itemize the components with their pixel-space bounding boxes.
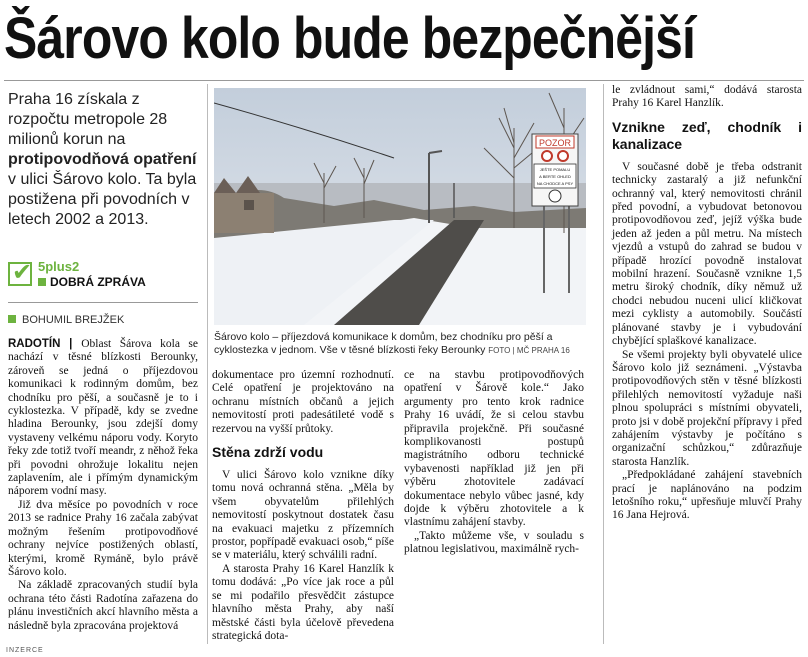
lead-text-2: v ulici Šárovo kolo. Ta byla postižena při povodních v letech 2002 a 2013. xyxy=(8,171,197,228)
article-photo xyxy=(214,88,586,325)
col1-paragraph-3: Na základě zpracovaných studií byla ochrana této části Radotína zařazena do plánu investičních akcí hlavního města a následně byla zpracována projektová xyxy=(8,579,198,632)
col4-paragraph-2: V současné době je třeba odstranit technicky zastaralý a již nefunkční ochranný val, který nemovitosti chránil před povodní, a vybudovat betonovou protipovodňovou zeď, jejíž výška bude jeden až jeden a půl metru. Na místech vjezdů a vstupů do zahrad se budou v případě hrozící povodně instalovat mobilní hrazení. Současně vznikne 1,5 metru široký chodník, díky němuž už chodci nebudou nuceni ulicí kličkovat mezi cyklisty a automobily. Součástí plánované stavby je i vybudování chybějící splaškové kanalizace. xyxy=(612,160,802,348)
dobra-zprava-badge xyxy=(8,258,198,294)
footer-label: INZERCE xyxy=(6,647,44,654)
col2-paragraph-1: dokumentace pro územní rozhodnutí. Celé opatření je projektováno na ochranu místních občanů a jejich nemovitostí proti padesátileté vodě s rezervou na vyšší průtoky. xyxy=(212,369,394,435)
snowy-road-illustration xyxy=(214,88,586,325)
headline-rule xyxy=(4,80,804,81)
sign-line-1: JEŠTE POMALU xyxy=(539,167,571,172)
subhead-stena: Stěna zdrží vodu xyxy=(212,444,324,461)
col2-paragraph-2: V ulici Šárovo kolo vznikne díky tomu nová ochranná stěna. „Měla by všem obyvatelům přilehlých nemovitostí poskytnout dostatek času na evakuaci majetku z přízemních prostor, popřípadě evakuaci osob,“ píše se v materiálu, který schválili radní. xyxy=(212,469,394,562)
badge-label: DOBRÁ ZPRÁVA xyxy=(50,275,146,289)
column-divider-2 xyxy=(603,84,604,644)
author-name: BOHUMIL BREJŽEK xyxy=(22,314,125,326)
column-4 xyxy=(612,84,802,523)
col4-paragraph-1: le zvládnout sami,“ dodává starosta Prahy 16 Karel Hanzlík. xyxy=(612,84,802,110)
sign-line-3: NA CHODCE A PSY xyxy=(536,181,574,186)
column-divider-1 xyxy=(207,84,208,644)
lead-text-1: Praha 16 získala z rozpočtu metropole 28 milionů korun na xyxy=(8,91,168,148)
caption-text: Šárovo kolo – příjezdová komunikace k domům, bez chodníku pro pěší a cyklostezka v jednom. Vše v těsné blízkosti řeky Berounky xyxy=(214,331,553,356)
col1-paragraph-1: Oblast Šárova kola se nachází v těsné blízkosti Berounky, zároveň se jedná o příjezdovou komunikaci k rodinným domům, bez chodníku pro pěší, a současně je to i cyklostezka. V případě, kdy se zvedne hladina Berounky, jsou zdejší domy vystaveny velkému náporu vody. Koryto řeky zde totiž tvoří meandr, z něhož řeka při povodni ohrožuje lokalitu nejen zaplavením, ale i přímým dynamickým náporem vodní masy. xyxy=(8,338,198,498)
subhead-zed: Vznikne zeď, chodník i kanalizace xyxy=(612,118,802,152)
col1-paragraph-2: Již dva měsíce po povodních v roce 2013 se radnice Prahy 16 začala zabývat možným řešením protipovodňové ochrany nejvíce postižených oblastí, kterými, kromě Rymáně, bylo právě Šárovo kolo. xyxy=(8,498,198,578)
badge-rule xyxy=(8,302,198,303)
lead-paragraph xyxy=(8,90,204,230)
photo-caption xyxy=(214,331,586,357)
checkmark-icon: ✔ xyxy=(8,262,32,286)
badge-brand: 5plus2 xyxy=(38,259,80,274)
sign-line-2: A BERTE OHLED xyxy=(539,174,571,179)
column-3 xyxy=(404,369,584,557)
col4-paragraph-3: Se všemi projekty byli obyvatelé ulice Šárovo kolo již seznámeni. „Výstavba protipovodňových stěn v těsné blízkosti přilehlých nemovitostí vyžaduje naši plnou spolupráci s místními obyvateli, proto jsi v době projekční přípravy i před zahájením výstavby je počítáno s organizační schůzkou,“ zdůrazňuje starosta Hanzlík. xyxy=(612,348,802,468)
author-byline xyxy=(8,314,198,326)
col4-paragraph-4: „Předpokládané zahájení stavebních prací je naplánováno na podzim letošního roku,“ upřesňuje mluvčí Prahy 16 Jana Hejrová. xyxy=(612,469,802,522)
dateline: RADOTÍN | xyxy=(8,338,82,350)
column-1 xyxy=(8,338,198,633)
col3-paragraph-2: „Takto můžeme vše, v souladu s platnou legislativou, maximálně rych- xyxy=(404,529,584,556)
col2-paragraph-3: A starosta Prahy 16 Karel Hanzlík k tomu dodává: „Po více jak roce a půl se mi podařilo přesvědčit zástupce hlavního města Prahy, aby naší městské části byla účelově převedena strategická dota- xyxy=(212,562,394,642)
col3-paragraph-1: ce na stavbu protipovodňových opatření v Šárově kole.“ Jako argumenty pro tento krok radnice Prahy 16 uvádí, že si celou stavbu připravila projekčně. Při současné komplikovanosti postupů magistrátního odboru technické vybavenosti například již jen při výběru zhotovitele zadávací dokumentace nebylo vůbec jasné, kdy dojde k výběru zhotovitele a k vlastnímu zahájení stavby. xyxy=(404,369,584,529)
lead-bold: protipovodňová opatření xyxy=(8,151,197,168)
headline: Šárovo kolo bude bezpečnější xyxy=(4,6,696,71)
photo-credit: FOTO | MČ PRAHA 16 xyxy=(488,346,570,355)
column-2 xyxy=(212,369,394,643)
badge-label-wrap xyxy=(38,275,146,289)
sign-title: POZOR xyxy=(538,138,572,148)
